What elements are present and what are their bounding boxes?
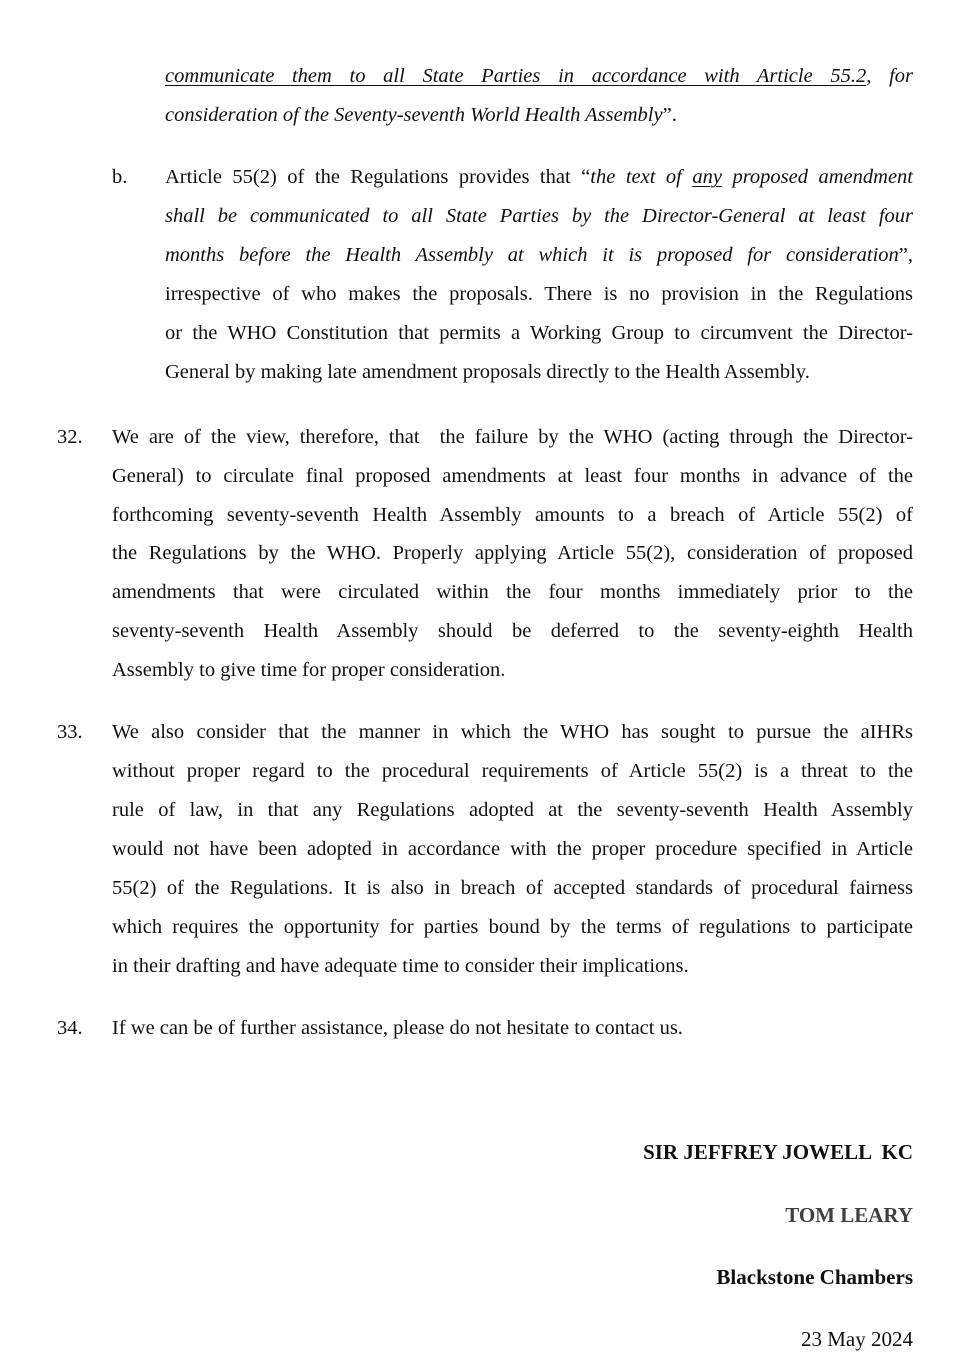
para-b-quote-tail: ”, (898, 244, 913, 266)
signatory-name-2: TOM LEARY (785, 1203, 913, 1227)
para-32-line-5: amendments that were circulated within the four months immediately prior to the (112, 581, 913, 603)
para-32-line-4: the Regulations by the WHO. Properly applying Article 55(2), consideration of proposed (112, 542, 913, 564)
para-33-line-7: in their drafting and have adequate time to consider their implications. (112, 955, 689, 977)
signatory-name-1: SIR JEFFREY JOWELL KC (643, 1140, 913, 1164)
para-b-plain: Article 55(2) of the Regulations provides that “ (165, 166, 591, 188)
quoted-underlined-text: communicate them to all State Parties in accordance with Article 55.2 (165, 65, 867, 87)
para-b-line-6: General by making late amendment proposals directly to the Health Assembly. (165, 361, 810, 383)
para-32-line-2: General) to circulate final proposed amendments at least four months in advance of the (112, 465, 913, 487)
para-34-line-1: If we can be of further assistance, please do not hesitate to contact us. (112, 1017, 683, 1039)
para-33-line-5: 55(2) of the Regulations. It is also in breach of accepted standards of procedural fairness (112, 877, 913, 899)
para-33-line-2: without proper regard to the procedural requirements of Article 55(2) is a threat to the (112, 760, 913, 782)
para-b-line-4: irrespective of who makes the proposals. There is no provision in the Regulations (165, 283, 913, 305)
para-b-line-2: shall be communicated to all State Parties by the Director-General at least four (165, 205, 913, 227)
quoted-tail: , for (866, 65, 913, 87)
para-33-line-6: which requires the opportunity for parties bound by the terms of regulations to participate (112, 916, 913, 938)
para-32-line-7: Assembly to give time for proper consideration. (112, 659, 506, 681)
para-b-italic-a: the text of (590, 166, 693, 188)
chambers-name: Blackstone Chambers (716, 1265, 913, 1289)
para-b-italic-underlined: any (692, 166, 722, 188)
continuation-line-2 (165, 103, 677, 127)
para-32-line-3: forthcoming seventy-seventh Health Assembly amounts to a breach of Article 55(2) of (112, 504, 913, 526)
para-b-quote-end: months before the Health Assembly at which it is proposed for consideration (165, 244, 899, 266)
para-b-line-5: or the WHO Constitution that permits a Working Group to circumvent the Director- (165, 322, 913, 344)
para-b-line-3 (165, 243, 913, 267)
paragraph-number-32: 32. (57, 426, 83, 448)
subparagraph-marker-b: b. (112, 166, 128, 188)
para-b-line-1 (165, 165, 913, 189)
document-date: 23 May 2024 (801, 1327, 913, 1351)
continuation-line-1 (165, 64, 913, 88)
para-32-line-6: seventy-seventh Health Assembly should be deferred to the seventy-eighth Health (112, 620, 913, 642)
paragraph-number-33: 33. (57, 721, 83, 743)
para-33-line-4: would not have been adopted in accordance with the proper procedure specified in Article (112, 838, 913, 860)
para-33-line-1: We also consider that the manner in which the WHO has sought to pursue the aIHRs (112, 721, 913, 743)
para-32-line-1: We are of the view, therefore, that the failure by the WHO (acting through the Director- (112, 426, 913, 448)
para-b-italic-b: proposed amendment (721, 166, 913, 188)
paragraph-number-34: 34. (57, 1017, 83, 1039)
quoted-text: consideration of the Seventy-seventh World Health Assembly (165, 104, 663, 126)
para-33-line-3: rule of law, in that any Regulations adopted at the seventy-seventh Health Assembly (112, 799, 913, 821)
quoted-tail: ”. (662, 104, 677, 126)
